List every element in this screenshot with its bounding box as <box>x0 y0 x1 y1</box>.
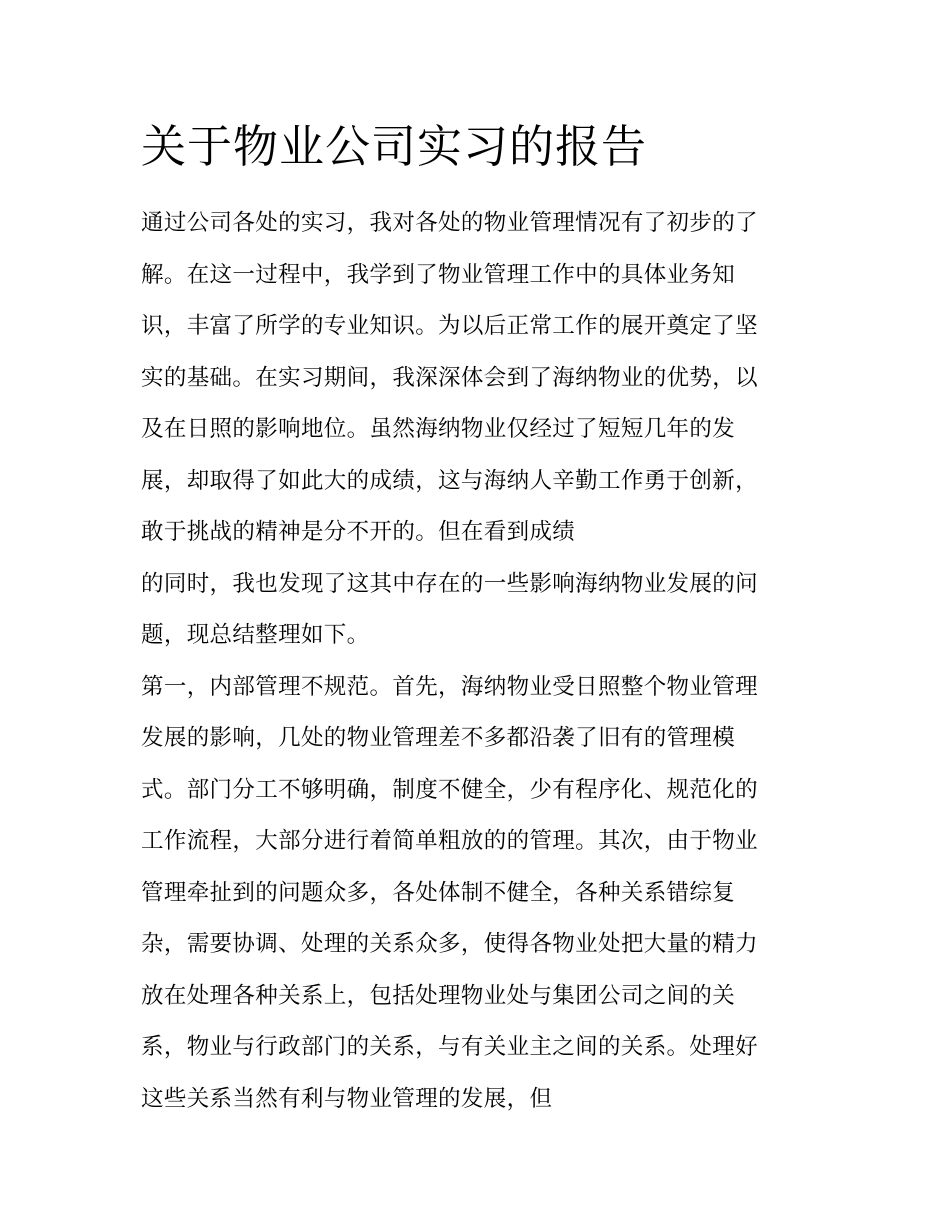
body-line: 解。在这一过程中，我学到了物业管理工作中的具体业务知 <box>141 261 736 288</box>
body-line: 发展的影响，几处的物业管理差不多都沿袭了旧有的管理模 <box>141 725 736 751</box>
body-line: 杂，需要协调、处理的关系众多，使得各物业处把大量的精力 <box>141 931 758 957</box>
body-line: 这些关系当然有利与物业管理的发展，但 <box>141 1085 553 1112</box>
body-line: 敢于挑战的精神是分不开的。但在看到成绩 <box>141 519 576 545</box>
body-line: 展，却取得了如此大的成绩，这与海纳人辛勤工作勇于创新， <box>141 467 758 494</box>
body-line: 题，现总结整理如下。 <box>141 622 370 648</box>
body-line: 第一，内部管理不规范。首先，海纳物业受日照整个物业管理 <box>141 673 758 700</box>
body-line: 管理牵扯到的问题众多，各处体制不健全，各种关系错综复 <box>141 879 736 906</box>
body-line: 工作流程，大部分进行着简单粗放的的管理。其次，由于物业 <box>141 828 758 854</box>
body-line: 的同时，我也发现了这其中存在的一些影响海纳物业发展的问 <box>141 570 758 597</box>
body-line: 系，物业与行政部门的关系，与有关业主之间的关系。处理好 <box>141 1034 758 1060</box>
body-line: 及在日照的影响地位。虽然海纳物业仅经过了短短几年的发 <box>141 416 736 442</box>
document-body <box>141 198 821 1125</box>
body-line: 式。部门分工不够明确，制度不健全，少有程序化、规范化的 <box>141 776 758 803</box>
body-line: 识，丰富了所学的专业知识。为以后正常工作的展开奠定了坚 <box>141 313 758 339</box>
body-line: 实的基础。在实习期间，我深深体会到了海纳物业的优势，以 <box>141 364 758 391</box>
body-line: 通过公司各处的实习，我对各处的物业管理情况有了初步的了 <box>141 210 758 236</box>
document-title: 关于物业公司实习的报告 <box>141 120 648 173</box>
body-line: 放在处理各种关系上，包括处理物业处与集团公司之间的关 <box>141 982 736 1009</box>
